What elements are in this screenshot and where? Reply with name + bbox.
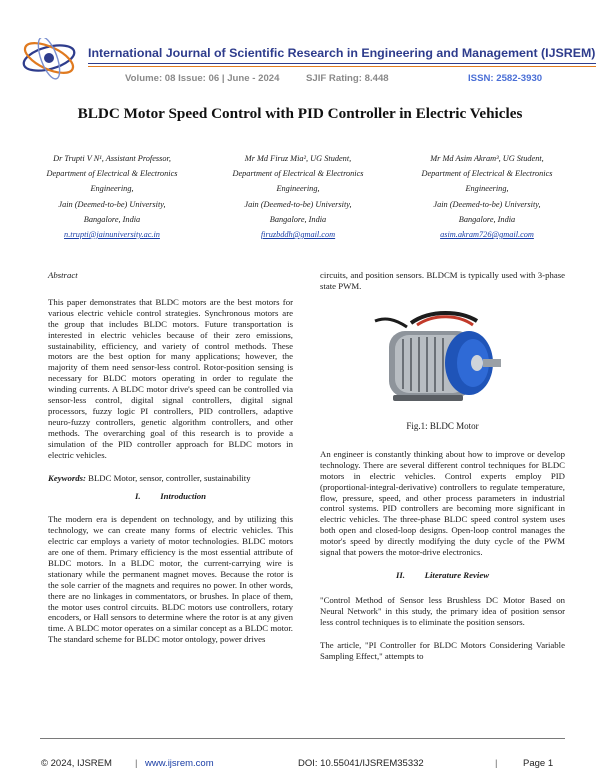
bldc-motor-image — [351, 305, 515, 415]
author-name: Mr Md Asim Akram³, UG Student, — [430, 154, 544, 163]
abstract-text: This paper demonstrates that BLDC motors are the best motors for various electric vehicle control strategies. Synchronous motors are the group that includes BLDC motors. Future transportation is interested in electric vehicles because of their zero emissions, sustainability, efficiency, and variety of control methods. These motors are the best option for many applications; however, the majority of them need sensor-less control. Rotor-position sensing is necessary for BLDC motors operating in order to regulate the winding currents. A BLDC motor drive's speed can be controlled via sensor-less control, digital signal controllers, digital signal processors, fuzzy logic PI controllers, PID controllers, adaptive neuro-fuzzy controllers, genetic algorithm controllers, and other methods. The overarching goal of this research is to provide a simulation of the PID controller approach for BLDC motors in electric vehicles. — [48, 296, 293, 460]
footer-website-link[interactable]: www.ijsrem.com — [145, 758, 214, 769]
footer-copyright: © 2024, IJSREM — [41, 758, 112, 769]
author-university: Jain (Deemed-to-be) University, — [244, 199, 352, 209]
right-column-top — [320, 270, 565, 292]
author-2 — [203, 151, 393, 242]
footer-doi: DOI: 10.55041/IJSREM35332 — [298, 758, 424, 769]
author-name: Dr Trupti V N¹, Assistant Professor, — [53, 154, 171, 163]
author-dept-cont: Engineering, — [90, 184, 134, 194]
issn: ISSN: 2582-3930 — [468, 73, 543, 84]
author-dept-cont: Engineering, — [465, 184, 509, 194]
author-city: Bangalore, India — [458, 214, 516, 224]
figure-caption: Fig.1: BLDC Motor — [406, 421, 479, 431]
author-university: Jain (Deemed-to-be) University, — [58, 199, 166, 209]
author-email-link[interactable]: asim.akram726@gmail.com — [440, 230, 534, 240]
literature-text-1: "Control Method of Sensor less Brushless DC Motor Based on Neural Network" in this study, the primary idea of position sensor less control techniques is to eliminate the position sensors. — [320, 594, 565, 627]
keywords-label: Keywords: — [48, 472, 86, 483]
paper-title: BLDC Motor Speed Control with PID Controller in Electric Vehicles — [77, 105, 523, 122]
abstract-heading: Abstract — [48, 270, 78, 280]
footer-rule — [40, 738, 565, 739]
footer-separator: | — [135, 758, 138, 769]
footer-separator-2: | — [495, 758, 498, 769]
author-email-link[interactable]: firuzbddh@gmail.com — [260, 230, 336, 240]
header-rule-top — [88, 63, 596, 64]
left-column — [48, 270, 293, 645]
literature-review-heading: II. Literature Review — [395, 569, 490, 580]
ijsrem-logo — [16, 38, 90, 80]
journal-title: International Journal of Scientific Research in Engineering and Management (IJSREM) — [88, 46, 596, 60]
author-1 — [17, 151, 207, 242]
author-3 — [392, 151, 582, 242]
author-dept-cont: Engineering, — [276, 184, 320, 194]
right-column-body — [320, 421, 565, 661]
author-city: Bangalore, India — [83, 214, 141, 224]
sjif-rating: SJIF Rating: 8.448 — [306, 73, 389, 84]
keywords-text: BLDC Motor, sensor, controller, sustainability — [88, 472, 251, 483]
author-university: Jain (Deemed-to-be) University, — [433, 199, 541, 209]
motivation-text: An engineer is constantly thinking about how to improve or develop technology. There are several different control techniques for BLDC motors in electric vehicles. Control experts employ PID (proportional-integral-derivative) controllers to regulate temperature, flow, pressure, speed, and other process parameters in industrial control systems. PID controllers are becoming more significant in electric vehicles. The three-phase BLDC speed control system uses both open and closed-loop designs. Open-loop control manages the motor's speed by directly modifying the duty cycle of the PWM signal that powers the motor-drive electronics. — [320, 448, 565, 558]
intro-text: The modern era is dependent on technology, and by utilizing this technology, we can create many forms of electric vehicles. This electric car employs a variety of motor technologies. BLDC motors are one of them. Primary efficiency is the most essential attribute of BLDC motors. In a BLDC motor, the current-carrying wire is stationary while the permanent magnet moves. Because the rotor is the sole carrier of the magnets and requires no power. In other words, there are no linkages in commentators, or brushes. In place of them, the motor uses control circuits. BLDC motors use controllers, rotary encoders, or Hall sensors to determine where the rotor is at any given time. A BLDC motor operates on a similar concept as a BLDC motor. The standard scheme for BLDC motor ontology, power drives — [48, 514, 293, 645]
intro-heading: I. Introduction — [135, 491, 206, 502]
literature-text-2: The article, "PI Controller for BLDC Motors Considering Variable Sampling Effect," attempts to — [320, 639, 565, 661]
footer-page-number: Page 1 — [523, 758, 554, 769]
author-email-link[interactable]: n.trupti@jainuniversity.ac.in — [64, 230, 160, 240]
author-city: Bangalore, India — [269, 214, 327, 224]
intro-continuation: circuits, and position sensors. BLDCM is typically used with 3-phase state PWM. — [320, 270, 565, 291]
author-dept: Department of Electrical & Electronics — [232, 169, 364, 179]
author-dept: Department of Electrical & Electronics — [421, 169, 553, 179]
author-name: Mr Md Firuz Mia², UG Student, — [244, 154, 352, 163]
author-dept: Department of Electrical & Electronics — [46, 169, 178, 179]
header-rule-bottom — [88, 66, 596, 67]
volume-issue: Volume: 08 Issue: 06 | June - 2024 — [125, 73, 280, 84]
keywords — [48, 473, 293, 484]
